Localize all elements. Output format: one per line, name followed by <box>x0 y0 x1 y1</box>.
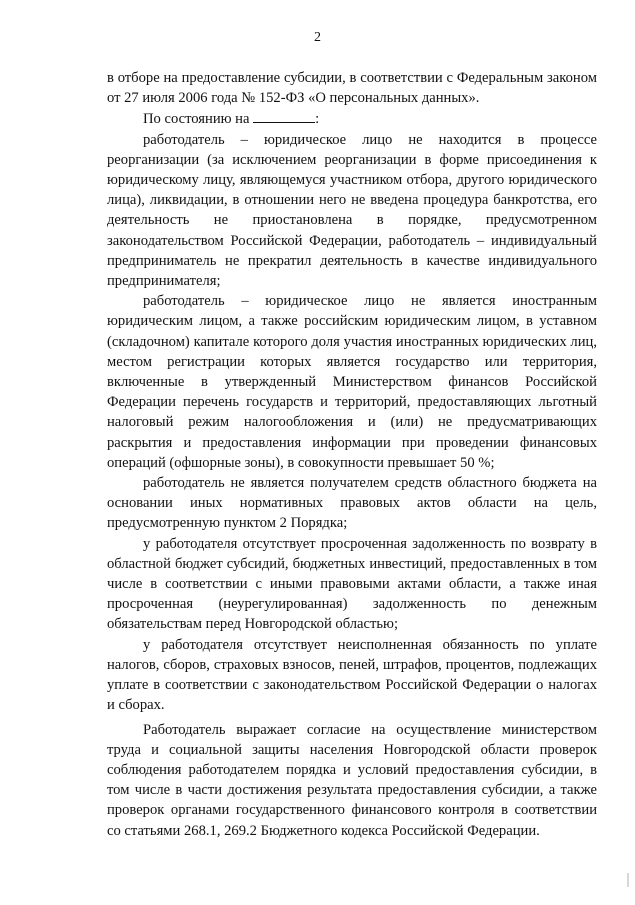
document-body <box>107 68 597 841</box>
paragraph-no-tax-arrears: у работодателя отсутствует неисполненная обязанность по уплате налогов, сборов, страховых взносов, пеней, штрафов, процентов, подлежащих уплате в соответствии с законодательством Российской Федерации о налогах и сборах. <box>107 636 597 714</box>
paragraph-not-budget-recipient: работодатель не является получателем средств областного бюджета на основании иных нормативных правовых актов области на цель, предусмотренную пунктом 2 Порядка; <box>107 475 597 532</box>
status-date-label: По состоянию на <box>143 111 250 128</box>
paragraph-not-foreign-entity: работодатель – юридическое лицо не является иностранным юридическим лицом, а также российским юридическим лицом, в уставном (складочном) капитале которого доля участия иностранных юридических лиц, местом регистрации которых является государство или территория, включенные в утвержденный Министерством финансов Российской Федерации перечень государств и территорий, предоставляющих льготный налоговый режим налогообложения и (или) не предусматривающих раскрытия и предоставления информации при проведении финансовых операций (офшорные зоны), в совокупности превышает 50 %; <box>107 293 597 471</box>
status-date-line <box>107 108 597 129</box>
status-date-colon: : <box>315 111 320 128</box>
page-number: 2 <box>314 30 321 45</box>
paragraph-consent-to-audits: Работодатель выражает согласие на осуществление министерством труда и социальной защиты населения Новгородской области проверок соблюдения работодателем порядка и условий предоставления субсидии, в том числе в части достижения результата предоставления субсидии, а также проверок органами государственного финансового контроля в соответствии со статьями 268.1, 269.2 Бюджетного кодекса Российской Федерации. <box>107 721 597 839</box>
date-blank-field <box>253 108 315 123</box>
scan-edge-mark <box>627 873 629 887</box>
paragraph-no-overdue-debt: у работодателя отсутствует просроченная задолженность по возврату в областной бюджет субсидий, бюджетных инвестиций, предоставленных в том числе в соответствии с иными правовыми актами области, а также иная просроченная (неурегулированная) задолженность по денежным обязательствам перед Новгородской областью; <box>107 535 597 633</box>
paragraph-consent-personal-data: в отборе на предоставление субсидии, в соответствии с Федеральным законом от 27 июля 2006 года № 152-ФЗ «О персональных данных». <box>107 70 597 107</box>
paragraph-no-reorganization: работодатель – юридическое лицо не находится в процессе реорганизации (за исключением реорганизации в форме присоединения к юридическому лицу, являющемуся участником отбора, другого юридического лица), ликвидации, в отношении него не введена процедура банкротства, его деятельность не приостановлена в порядке, предусмотренном законодательством Российской Федерации, работодатель – индивидуальный предприниматель не прекратил деятельность в качестве индивидуального предпринимателя; <box>107 131 597 290</box>
